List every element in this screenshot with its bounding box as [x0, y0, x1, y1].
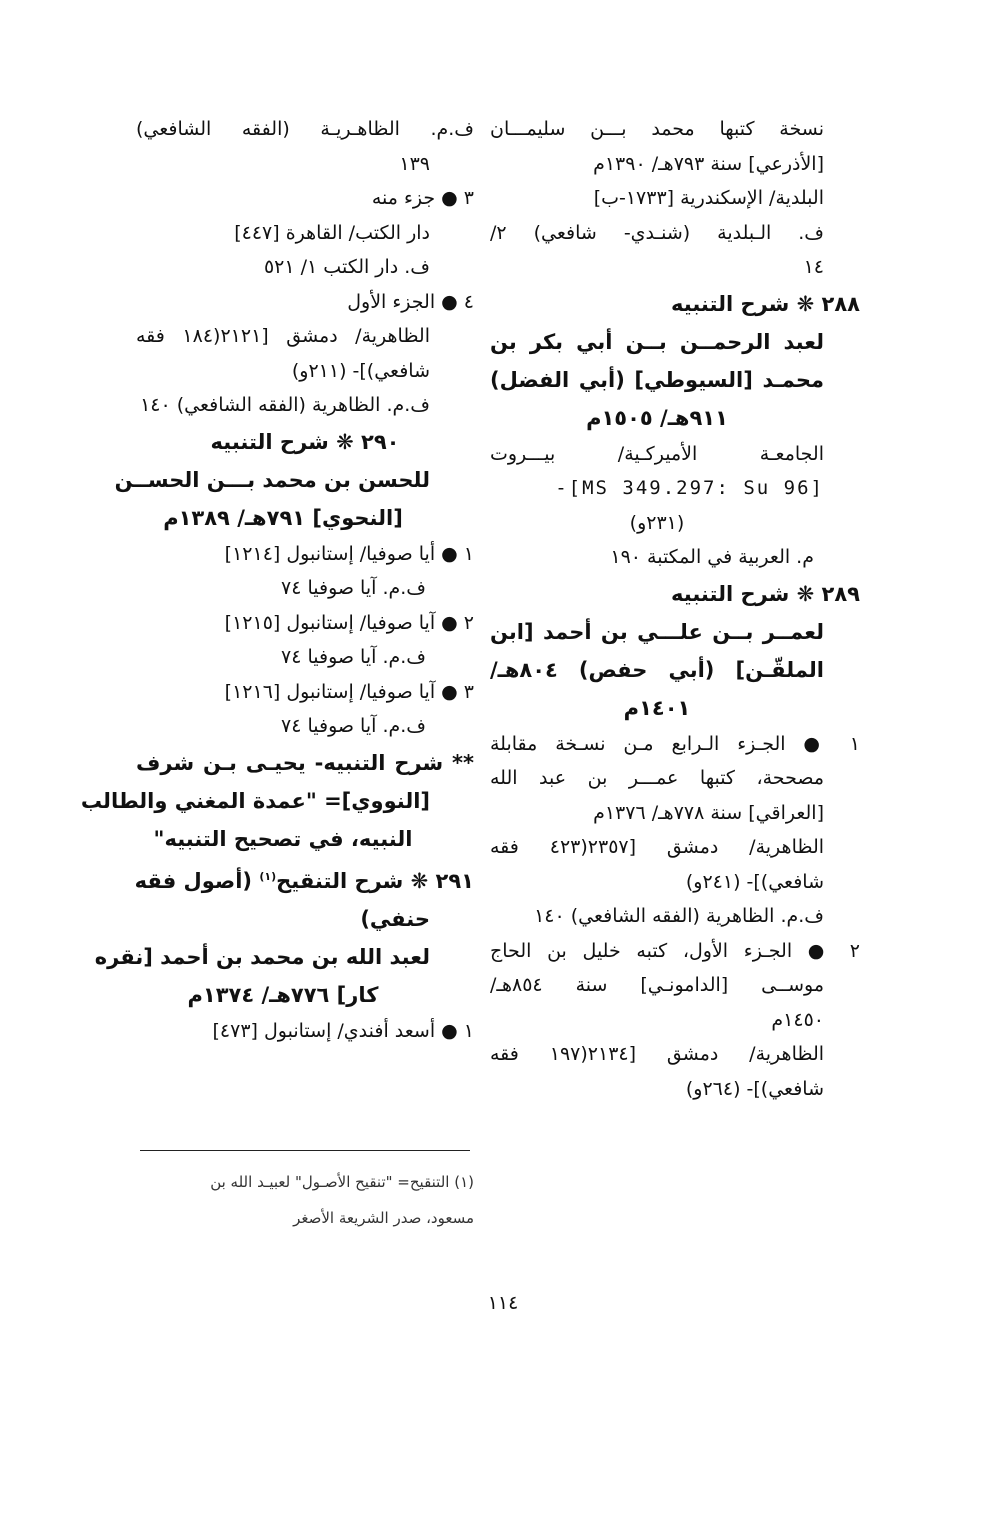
text-line: (٢٣١و)	[629, 511, 685, 534]
entry-288-author: محمـد [السيوطي] (أبي الفضل)	[490, 367, 824, 392]
text-line: [الأذرعي] سنة ٧٩٣هـ/ ١٣٩٠م	[593, 152, 824, 175]
list-item: ٢ ● الجـزء الأول، كتبه خليل بن الحاج	[490, 939, 860, 962]
text-line: موســى [الدامونـي] سنة ٨٥٤هـ/	[490, 974, 824, 996]
text-line: [العراقي] سنة ٧٧٨هـ/ ١٣٧٦م	[593, 801, 824, 824]
footnote-marker[interactable]: (١)	[259, 869, 277, 883]
page-number: ١١٤	[487, 1292, 519, 1314]
manuscript-number: -[MS 349.297: Su 96]	[555, 477, 824, 499]
text-line: نسخة كتبها محمد بـــن سليمـــان	[490, 118, 824, 140]
entry-290-author: للحسن بن محمد بـــن الحســن	[114, 467, 430, 492]
footnote-divider	[140, 1150, 470, 1151]
entry-291-author: لعبد الله بن محمد بن أحمد [نقره	[94, 944, 430, 969]
entry-291-title	[136, 858, 474, 900]
text-line: ١٤٥٠م	[771, 1008, 824, 1031]
text-line: دار الكتب/ القاهرة [٤٤٧]	[234, 221, 430, 244]
entry-289-date: ١٤٠١م	[623, 695, 691, 720]
footnote-line: (١) التنقيح= "تنقيح الأصـول" لعبيـد الله بن	[210, 1173, 474, 1191]
entry-288-title: ٢٨٨ ❋ شرح التنبيه	[671, 291, 860, 316]
entry-289-author: لعمــر بــن علـــي بن أحمد [ابن	[490, 619, 824, 644]
list-item: ١ ● الجـزء الـرابع مـن نسـخة مقابلة	[490, 732, 860, 755]
text-line: ف.م. الظاهـريـة (الفقه الشافعي)	[136, 118, 474, 140]
list-item: ٣ ● جزء منه	[371, 187, 474, 209]
text-line: ١٤	[803, 256, 824, 278]
right-column	[490, 112, 860, 1106]
entry-288-date: ٩١١هـ/ ١٥٠٥م	[586, 405, 728, 430]
text-line: الجامعـة الأميركـية/ بيـــروت	[490, 442, 824, 465]
entry-289-title: ٢٨٩ ❋ شرح التنبيه	[671, 581, 860, 606]
entry-291-title-subject: (أصول فقه	[134, 868, 260, 893]
list-item: ١ ● أيا صوفيا/ إستانبول [١٢١٤]	[224, 542, 474, 565]
entry-290-author: [النحوي] ٧٩١هـ/ ١٣٨٩م	[163, 505, 403, 530]
entry-291-title-text: ٢٩١ ❋ شرح التنقيح	[276, 868, 474, 893]
text-line: ف.م. آيا صوفيا ٧٤	[281, 646, 426, 668]
cross-reference: [النووي]= "عمدة المغني والطالب	[80, 788, 430, 813]
cross-reference: النبيه، في تصحيح التنبيه"	[153, 826, 413, 851]
footnote	[136, 1164, 474, 1236]
text-line: الظاهرية/ دمشق [٢١٢١(١٨٤ فقه	[136, 325, 430, 347]
entry-288-author: لعبد الرحمــن بــن أبي بكر بن	[490, 329, 824, 354]
text-line: ف.م. الظاهرية (الفقه الشافعي) ١٤٠	[140, 394, 430, 416]
text-line: ف. الـبلدية (شنـدي- شافعي) ٢/	[490, 221, 824, 244]
entry-290-title: ٢٩٠ ❋ شرح التنبيه	[210, 429, 400, 454]
left-column	[80, 112, 474, 1048]
list-item: ٢ ● آيا صوفيا/ إستانبول [١٢١٥]	[224, 611, 474, 634]
text-line: مصححة، كتبها عمـــر بن عبد الله	[490, 767, 824, 789]
text-line: ف.م. آيا صوفيا ٧٤	[281, 715, 426, 737]
list-item: ١ ● أسعد أفندي/ إستانبول [٤٧٣]	[212, 1019, 474, 1042]
text-line: م. العربية في المكتبة ١٩٠	[610, 546, 814, 568]
cross-reference: ** شرح التنبيه- يحيـى بـن شرف	[136, 750, 474, 775]
text-line: شافعي)]- (٢٦٤و)	[685, 1077, 824, 1100]
entry-291-subject: حنفي)	[360, 906, 430, 931]
text-line: الظاهرية/ دمشق [٢٣٥٧(٤٢٣ فقه	[490, 836, 825, 858]
list-item: ٣ ● آيا صوفيا/ إستانبول [١٢١٦]	[224, 680, 474, 703]
entry-291-author: كار] ٧٧٦هـ/ ١٣٧٤م	[187, 982, 379, 1007]
text-line: البلدية/ الإسكندرية [١٧٣٣-ب]	[593, 187, 824, 209]
text-line: شافعي)]- (٢٤١و)	[685, 870, 824, 893]
text-line: الظاهرية/ دمشق [٢١٣٤(١٩٧ فقه	[490, 1043, 825, 1065]
text-line: شافعي)]- (٢١١و)	[291, 359, 430, 382]
text-line: ١٣٩	[399, 152, 430, 175]
text-line: ف.م. آيا صوفيا ٧٤	[281, 577, 426, 599]
text-line: ف. دار الكتب ١/ ٥٢١	[263, 256, 430, 278]
entry-289-author: الملقّـن] (أبي حفص) ٨٠٤هـ/	[490, 657, 824, 682]
footnote-line: مسعود، صدر الشريعة الأصغر	[293, 1209, 474, 1227]
text-line: ف.م. الظاهرية (الفقه الشافعي) ١٤٠	[534, 905, 824, 927]
list-item: ٤ ● الجزء الأول	[347, 290, 474, 313]
